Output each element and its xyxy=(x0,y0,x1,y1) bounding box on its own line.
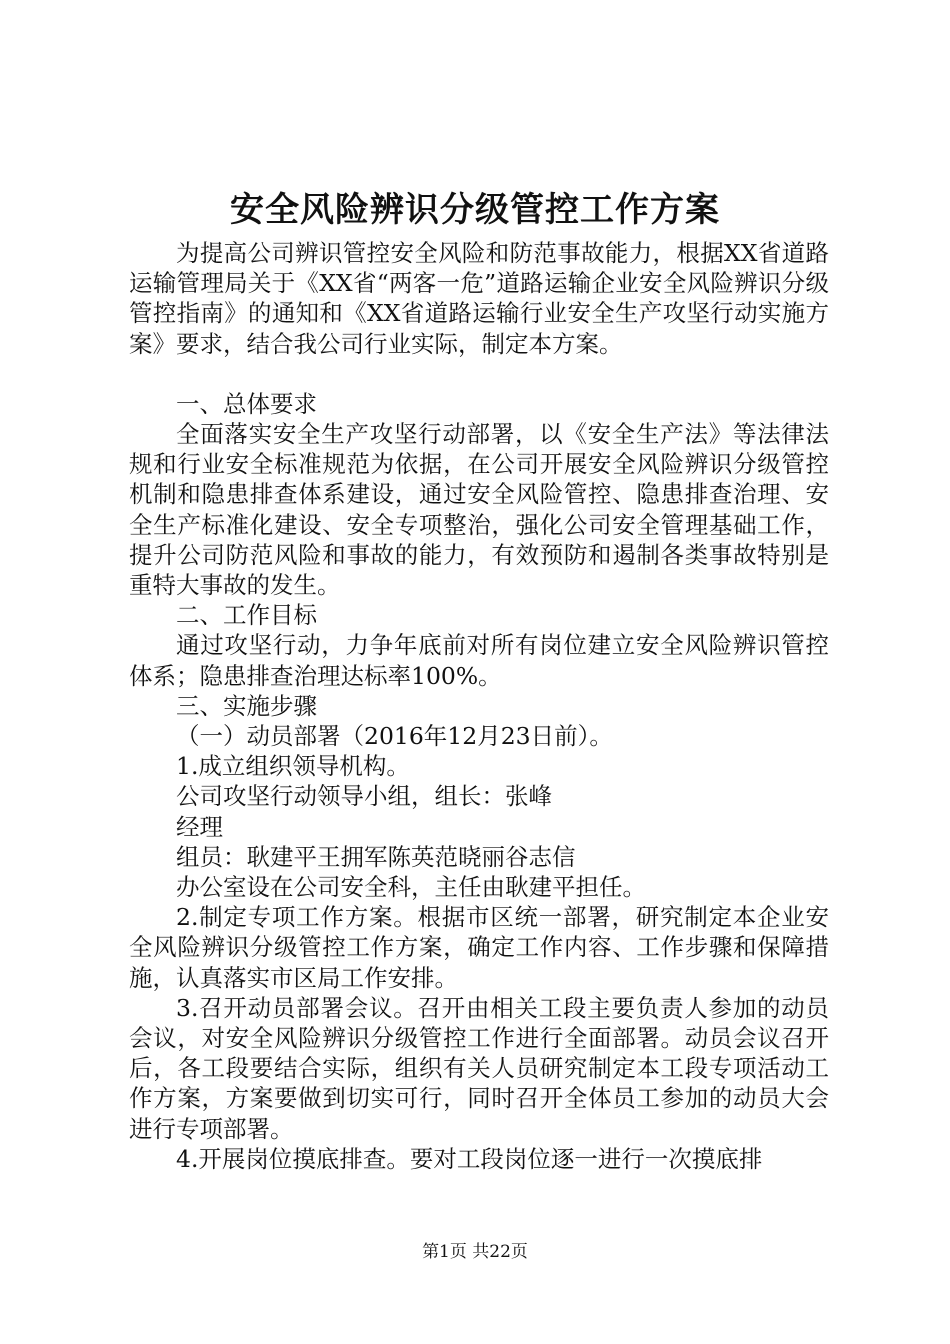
members-line: 组员：耿建平王拥军陈英范晓丽谷志信 xyxy=(176,842,576,871)
page-number-footer: 第1页 共22页 xyxy=(422,1242,528,1262)
document-title: 安全风险辨识分级管控工作方案 xyxy=(230,190,720,230)
paragraph-gap xyxy=(129,359,829,389)
step-1-heading: 1.成立组织领导机构。 xyxy=(176,752,410,781)
step-4-paragraph: 4.开展岗位摸底排查。要对工段岗位逐一进行一次摸底排 xyxy=(176,1144,763,1173)
general-requirements-paragraph: 全面落实安全生产攻坚行动部署，以《安全生产法》等法律法规和行业安全标准规范为依据，在公司开展安全风险辨识分级管控机制和隐患排查体系建设，通过安全风险管控、隐患排查治理、安全生产标准化建设、安全专项整治，强化公司安全管理基础工作，提升公司防范风险和事故的能力，有效预防和遏制各类事故特别是重特大事故的发生。 xyxy=(129,420,829,600)
section-heading-work-goals: 二、工作目标 xyxy=(176,601,317,630)
subsection-mobilization: （一）动员部署（2016年12月23日前）。 xyxy=(176,722,613,751)
office-line: 办公室设在公司安全科，主任由耿建平担任。 xyxy=(176,873,646,902)
step-2-paragraph: 2.制定专项工作方案。根据市区统一部署，研究制定本企业安全风险辨识分级管控工作方案，确定工作内容、工作步骤和保障措施，认真落实市区局工作安排。 xyxy=(129,903,829,992)
work-goals-paragraph: 通过攻坚行动，力争年底前对所有岗位建立安全风险辨识管控体系；隐患排查治理达标率100%。 xyxy=(129,631,829,690)
section-heading-implementation-steps: 三、实施步骤 xyxy=(176,691,317,720)
intro-paragraph: 为提高公司辨识管控安全风险和防范事故能力，根据XX省道路运输管理局关于《XX省“两客一危”道路运输企业安全风险辨识分级管控指南》的通知和《XX省道路运输行业安全生产攻坚行动实施方案》要求，结合我公司行业实际，制定本方案。 xyxy=(129,239,829,358)
manager-line: 经理 xyxy=(176,812,223,841)
document-body xyxy=(129,238,829,1174)
section-heading-general-requirements: 一、总体要求 xyxy=(176,389,317,418)
step-3-paragraph: 3.召开动员部署会议。召开由相关工段主要负责人参加的动员会议，对安全风险辨识分级管控工作进行全面部署。动员会议召开后，各工段要结合实际，组织有关人员研究制定本工段专项活动工作方案，方案要做到切实可行，同时召开全体员工参加的动员大会进行专项部署。 xyxy=(129,993,829,1143)
leadership-group-line: 公司攻坚行动领导小组，组长：张峰 xyxy=(176,782,552,811)
